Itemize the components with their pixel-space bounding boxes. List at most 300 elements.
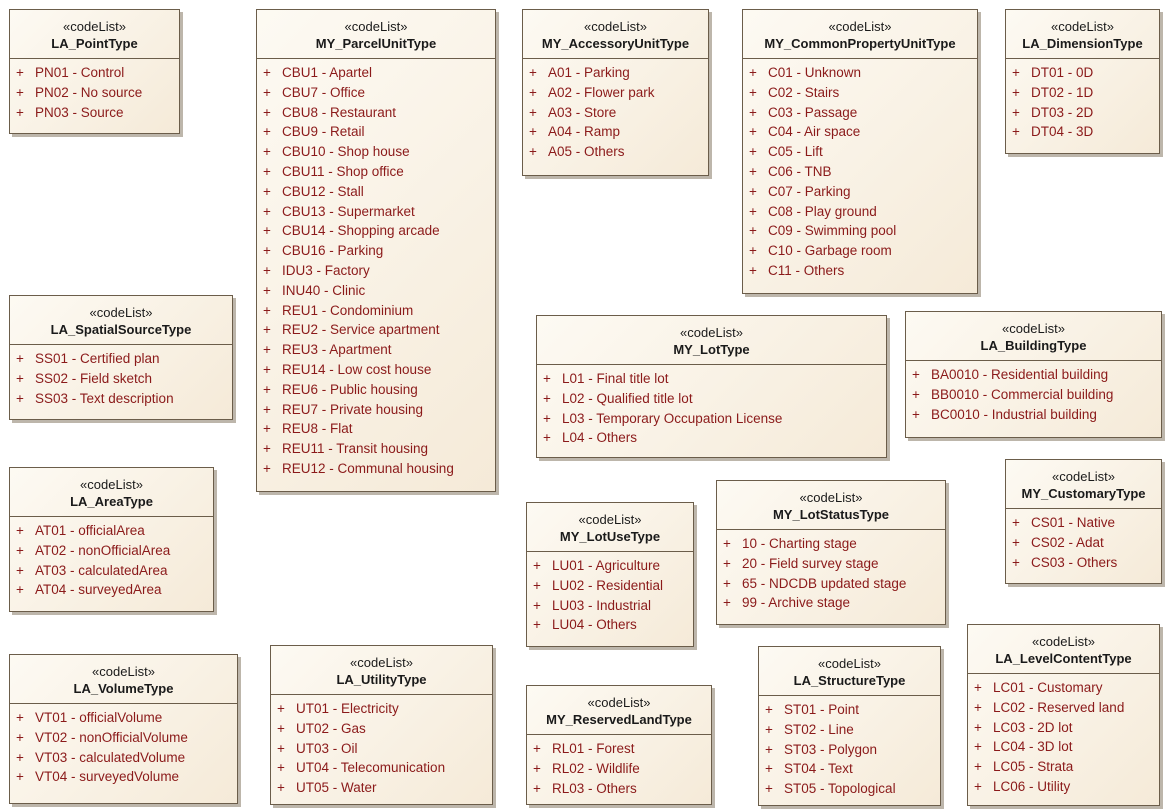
enum-literal-text: UT03 - Oil [296, 740, 358, 756]
public-visibility-icon: + [16, 769, 24, 785]
public-visibility-icon: + [263, 124, 271, 140]
stereotype-label: «codeList» [63, 19, 126, 34]
stereotype-label: «codeList» [344, 19, 408, 34]
attribute-compartment [257, 59, 495, 483]
public-visibility-icon: + [263, 342, 271, 358]
enum-literal [527, 739, 711, 759]
enum-literal-text: REU3 - Apartment [282, 342, 392, 358]
enum-literal [10, 63, 179, 83]
public-visibility-icon: + [263, 144, 271, 160]
enum-literal-text: REU6 - Public housing [282, 381, 418, 397]
enum-literal [527, 615, 693, 635]
enum-literal [1006, 122, 1159, 142]
my-parcel-unit-type-class[interactable] [256, 9, 496, 492]
attribute-compartment [968, 674, 1159, 801]
enum-literal-text: 65 - NDCDB updated stage [742, 575, 907, 591]
enum-literal-text: PN02 - No source [35, 84, 143, 100]
enum-literal-text: UT04 - Telecomunication [296, 760, 446, 776]
enum-literal [1006, 83, 1159, 103]
enum-literal-text: BB0010 - Commercial building [931, 386, 1114, 402]
public-visibility-icon: + [263, 282, 271, 298]
public-visibility-icon: + [543, 371, 551, 386]
la-building-type-class[interactable] [905, 311, 1162, 438]
public-visibility-icon: + [263, 104, 271, 120]
enum-literal [257, 301, 495, 321]
attribute-compartment [906, 361, 1161, 428]
class-name: MY_CommonPropertyUnitType [764, 36, 956, 51]
enum-literal-text: A02 - Flower park [548, 84, 655, 100]
class-header [906, 312, 1161, 361]
enum-literal-text: CBU16 - Parking [282, 243, 384, 259]
my-customary-type-class[interactable] [1005, 459, 1162, 584]
enum-literal-text: L02 - Qualified title lot [562, 390, 693, 406]
enum-literal-text: RL02 - Wildlife [552, 760, 640, 776]
public-visibility-icon: + [263, 262, 271, 278]
class-name: MY_CustomaryType [1021, 486, 1146, 501]
stereotype-label: «codeList» [1052, 469, 1115, 484]
public-visibility-icon: + [16, 65, 24, 80]
public-visibility-icon: + [974, 719, 982, 735]
enum-literal [1006, 553, 1161, 573]
enum-literal-text: A04 - Ramp [548, 124, 621, 140]
enum-literal-text: A03 - Store [548, 104, 617, 120]
public-visibility-icon: + [533, 780, 541, 796]
enum-literal [759, 759, 940, 779]
enum-literal [257, 162, 495, 182]
enum-literal-text: UT01 - Electricity [296, 701, 399, 716]
class-header [10, 10, 179, 59]
class-name: MY_AccessoryUnitType [541, 36, 690, 51]
stereotype-label: «codeList» [587, 695, 651, 710]
class-header [968, 625, 1159, 674]
enum-literal-text: AT02 - nonOfficialArea [35, 542, 171, 558]
enum-literal-text: C02 - Stairs [768, 84, 840, 100]
enum-literal [271, 719, 492, 739]
public-visibility-icon: + [16, 542, 24, 558]
attribute-compartment [743, 59, 977, 285]
stereotype-label: «codeList» [89, 305, 153, 320]
public-visibility-icon: + [529, 124, 537, 140]
enum-literal-text: C01 - Unknown [768, 65, 862, 80]
enum-literal [527, 759, 711, 779]
public-visibility-icon: + [543, 410, 551, 426]
enum-literal [257, 261, 495, 281]
stereotype-label: «codeList» [350, 655, 413, 670]
enum-literal-text: DT01 - 0D [1031, 65, 1094, 80]
enum-literal-text: IDU3 - Factory [282, 262, 370, 278]
public-visibility-icon: + [263, 421, 271, 437]
enum-literal [257, 221, 495, 241]
stereotype-label: «codeList» [818, 656, 881, 671]
enum-literal [743, 241, 977, 261]
public-visibility-icon: + [16, 582, 24, 598]
enum-literal [257, 103, 495, 123]
class-header [1006, 460, 1161, 509]
enum-literal-text: 20 - Field survey stage [742, 555, 879, 571]
enum-literal [537, 389, 886, 409]
enum-literal [257, 122, 495, 142]
public-visibility-icon: + [543, 390, 551, 406]
class-name: LA_AreaType [70, 494, 153, 509]
public-visibility-icon: + [533, 577, 541, 593]
stereotype-label: «codeList» [828, 19, 892, 34]
public-visibility-icon: + [16, 84, 24, 100]
public-visibility-icon: + [277, 720, 285, 736]
enum-literal [1006, 103, 1159, 123]
class-header [10, 296, 232, 345]
public-visibility-icon: + [723, 536, 731, 551]
enum-literal-text: CBU9 - Retail [282, 124, 365, 140]
public-visibility-icon: + [974, 739, 982, 755]
my-accessory-unit-type-class[interactable] [522, 9, 709, 176]
enum-literal [257, 281, 495, 301]
enum-literal [968, 777, 1159, 797]
public-visibility-icon: + [749, 203, 757, 219]
enum-literal-text: C08 - Play ground [768, 203, 877, 219]
enum-literal-text: LC05 - Strata [993, 759, 1074, 775]
public-visibility-icon: + [765, 781, 773, 797]
enum-literal [759, 720, 940, 740]
enum-literal-text: ST02 - Line [784, 721, 854, 737]
public-visibility-icon: + [1012, 104, 1020, 120]
public-visibility-icon: + [543, 430, 551, 446]
enum-literal [743, 182, 977, 202]
enum-literal [271, 778, 492, 798]
enum-literal-text: REU8 - Flat [282, 421, 353, 437]
public-visibility-icon: + [16, 710, 24, 725]
public-visibility-icon: + [974, 759, 982, 775]
enum-literal [10, 83, 179, 103]
attribute-compartment [10, 345, 232, 412]
public-visibility-icon: + [263, 322, 271, 338]
stereotype-label: «codeList» [578, 512, 642, 527]
enum-literal [257, 340, 495, 360]
enum-literal-text: C10 - Garbage room [768, 243, 892, 259]
class-name: LA_PointType [51, 36, 138, 51]
enum-literal-text: LU01 - Agriculture [552, 558, 661, 573]
stereotype-label: «codeList» [1032, 634, 1095, 649]
public-visibility-icon: + [533, 597, 541, 613]
my-lot-type-class[interactable] [536, 315, 887, 458]
public-visibility-icon: + [723, 555, 731, 571]
public-visibility-icon: + [533, 741, 541, 756]
la-spatial-source-type-class[interactable] [9, 295, 233, 420]
public-visibility-icon: + [277, 740, 285, 756]
enum-literal-text: PN01 - Control [35, 65, 125, 80]
my-common-property-unit-type-class[interactable] [742, 9, 978, 294]
class-name: MY_ReservedLandType [546, 712, 692, 727]
enum-literal-text: C03 - Passage [768, 104, 858, 120]
public-visibility-icon: + [749, 223, 757, 239]
class-header [257, 10, 495, 59]
enum-literal-text: 10 - Charting stage [742, 536, 857, 551]
enum-literal-text: CS02 - Adat [1031, 534, 1104, 550]
enum-literal-text: ST03 - Polygon [784, 741, 878, 757]
enum-literal [759, 740, 940, 760]
public-visibility-icon: + [974, 699, 982, 715]
attribute-compartment [1006, 59, 1159, 146]
enum-literal [10, 389, 232, 409]
public-visibility-icon: + [16, 351, 24, 366]
enum-literal-text: L04 - Others [562, 430, 638, 446]
enum-literal-text: CS03 - Others [1031, 554, 1118, 570]
public-visibility-icon: + [529, 104, 537, 120]
attribute-compartment [10, 59, 179, 126]
public-visibility-icon: + [263, 381, 271, 397]
la-utility-type-class[interactable] [270, 645, 493, 805]
enum-literal-text: DT03 - 2D [1031, 104, 1094, 120]
enum-literal-text: VT04 - surveyedVolume [35, 769, 180, 785]
class-name: MY_ParcelUnitType [315, 36, 437, 51]
enum-literal [257, 360, 495, 380]
class-header [10, 655, 237, 704]
public-visibility-icon: + [723, 595, 731, 611]
public-visibility-icon: + [749, 65, 757, 80]
enum-literal-text: LC04 - 3D lot [993, 739, 1073, 755]
enum-literal-text: RL01 - Forest [552, 741, 635, 756]
public-visibility-icon: + [263, 302, 271, 318]
public-visibility-icon: + [974, 778, 982, 794]
class-name: LA_UtilityType [336, 672, 427, 687]
enum-literal [906, 405, 1161, 425]
enum-literal-text: CBU13 - Supermarket [282, 203, 415, 219]
enum-literal [968, 698, 1159, 718]
stereotype-label: «codeList» [92, 664, 155, 679]
public-visibility-icon: + [974, 680, 982, 695]
enum-literal-text: LC02 - Reserved land [993, 699, 1125, 715]
la-structure-type-class[interactable] [758, 646, 941, 806]
class-name: MY_LotStatusType [772, 507, 890, 522]
public-visibility-icon: + [749, 144, 757, 160]
enum-literal [257, 459, 495, 479]
enum-literal-text: CS01 - Native [1031, 515, 1116, 530]
public-visibility-icon: + [723, 575, 731, 591]
class-name: MY_LotType [673, 342, 750, 357]
public-visibility-icon: + [16, 370, 24, 386]
attribute-compartment [10, 517, 213, 604]
class-name: LA_VolumeType [73, 681, 174, 696]
stereotype-label: «codeList» [80, 477, 143, 492]
enum-literal [10, 767, 237, 787]
attribute-compartment [527, 735, 711, 802]
enum-literal-text: C05 - Lift [768, 144, 823, 160]
enum-literal [759, 779, 940, 799]
stereotype-label: «codeList» [1002, 321, 1065, 336]
enum-literal [10, 748, 237, 768]
enum-literal [717, 534, 945, 554]
enum-literal-text: BC0010 - Industrial building [931, 406, 1097, 422]
enum-literal [537, 428, 886, 448]
stereotype-label: «codeList» [799, 490, 863, 505]
class-header [537, 316, 886, 365]
public-visibility-icon: + [1012, 84, 1020, 100]
public-visibility-icon: + [765, 721, 773, 737]
enum-literal-text: CBU10 - Shop house [282, 144, 410, 160]
enum-literal [527, 779, 711, 799]
attribute-compartment [759, 696, 940, 803]
public-visibility-icon: + [749, 183, 757, 199]
enum-literal-text: VT03 - calculatedVolume [35, 749, 186, 765]
enum-literal [271, 739, 492, 759]
enum-literal-text: CBU12 - Stall [282, 183, 364, 199]
public-visibility-icon: + [16, 562, 24, 578]
my-lot-use-type-class[interactable] [526, 502, 694, 647]
public-visibility-icon: + [263, 361, 271, 377]
enum-literal-text: UT02 - Gas [296, 720, 366, 736]
public-visibility-icon: + [16, 104, 24, 120]
enum-literal-text: LC03 - 2D lot [993, 719, 1073, 735]
my-reserved-land-type-class[interactable] [526, 685, 712, 805]
enum-literal-text: UT05 - Water [296, 780, 377, 796]
enum-literal-text: A01 - Parking [548, 65, 630, 80]
enum-literal [10, 521, 213, 541]
enum-literal-text: CBU14 - Shopping arcade [282, 223, 440, 239]
la-volume-type-class[interactable] [9, 654, 238, 804]
public-visibility-icon: + [1012, 124, 1020, 140]
public-visibility-icon: + [16, 749, 24, 765]
enum-literal [527, 576, 693, 596]
class-header [527, 503, 693, 552]
class-name: LA_SpatialSourceType [50, 322, 192, 337]
public-visibility-icon: + [749, 84, 757, 100]
enum-literal-text: REU7 - Private housing [282, 401, 424, 417]
public-visibility-icon: + [533, 558, 541, 573]
enum-literal [743, 221, 977, 241]
class-header [759, 647, 940, 696]
enum-literal-text: VT02 - nonOfficialVolume [35, 729, 188, 745]
public-visibility-icon: + [749, 262, 757, 278]
enum-literal-text: ST05 - Topological [784, 781, 896, 797]
enum-literal [10, 541, 213, 561]
la-area-type-class[interactable] [9, 467, 214, 612]
enum-literal [523, 83, 708, 103]
enum-literal [906, 365, 1161, 385]
enum-literal-text: CBU8 - Restaurant [282, 104, 397, 120]
class-header [10, 468, 213, 517]
public-visibility-icon: + [765, 761, 773, 777]
attribute-compartment [527, 552, 693, 639]
class-header [527, 686, 711, 735]
enum-literal [257, 63, 495, 83]
enum-literal [743, 142, 977, 162]
enum-literal [257, 83, 495, 103]
attribute-compartment [1006, 509, 1161, 576]
enum-literal [968, 718, 1159, 738]
enum-literal [257, 320, 495, 340]
my-lot-status-type-class[interactable] [716, 480, 946, 625]
class-header [271, 646, 492, 695]
enum-literal [257, 142, 495, 162]
enum-literal [257, 380, 495, 400]
enum-literal [10, 103, 179, 123]
attribute-compartment [271, 695, 492, 802]
enum-literal [10, 369, 232, 389]
enum-literal-text: C11 - Others [768, 262, 845, 278]
enum-literal-text: L01 - Final title lot [562, 371, 669, 386]
attribute-compartment [537, 365, 886, 452]
enum-literal [10, 349, 232, 369]
class-header [1006, 10, 1159, 59]
enum-literal-text: RL03 - Others [552, 780, 637, 796]
enum-literal [523, 103, 708, 123]
enum-literal [743, 103, 977, 123]
public-visibility-icon: + [1012, 554, 1020, 570]
enum-literal-text: CBU1 - Apartel [282, 65, 373, 80]
enum-literal-text: C09 - Swimming pool [768, 223, 897, 239]
enum-literal [743, 261, 977, 281]
enum-literal-text: ST04 - Text [784, 761, 853, 777]
enum-literal [743, 63, 977, 83]
public-visibility-icon: + [765, 702, 773, 717]
enum-literal [10, 708, 237, 728]
class-name: LA_BuildingType [980, 338, 1087, 353]
public-visibility-icon: + [912, 386, 920, 402]
enum-literal [743, 162, 977, 182]
public-visibility-icon: + [529, 144, 537, 160]
enum-literal [257, 400, 495, 420]
enum-literal [743, 122, 977, 142]
public-visibility-icon: + [529, 65, 537, 80]
enum-literal [968, 678, 1159, 698]
enum-literal [759, 700, 940, 720]
enum-literal-text: C07 - Parking [768, 183, 851, 199]
enum-literal [743, 202, 977, 222]
enum-literal-text: CBU11 - Shop office [282, 163, 404, 179]
enum-literal-text: AT04 - surveyedArea [35, 582, 162, 598]
enum-literal-text: DT02 - 1D [1031, 84, 1094, 100]
enum-literal-text: 99 - Archive stage [742, 595, 851, 611]
enum-literal-text: A05 - Others [548, 144, 625, 160]
enum-literal [717, 593, 945, 613]
public-visibility-icon: + [263, 441, 271, 457]
enum-literal [743, 83, 977, 103]
stereotype-label: «codeList» [1051, 19, 1114, 34]
public-visibility-icon: + [277, 701, 285, 716]
enum-literal [523, 142, 708, 162]
enum-literal-text: LU04 - Others [552, 617, 637, 633]
public-visibility-icon: + [533, 760, 541, 776]
la-level-content-type-class[interactable] [967, 624, 1160, 806]
class-header [743, 10, 977, 59]
enum-literal [537, 369, 886, 389]
enum-literal-text: REU2 - Service apartment [282, 322, 440, 338]
enum-literal-text: C04 - Air space [768, 124, 861, 140]
enum-literal-text: L03 - Temporary Occupation License [562, 410, 783, 426]
enum-literal-text: CBU7 - Office [282, 84, 366, 100]
public-visibility-icon: + [263, 243, 271, 259]
public-visibility-icon: + [912, 367, 920, 382]
enum-literal [717, 574, 945, 594]
public-visibility-icon: + [765, 741, 773, 757]
public-visibility-icon: + [263, 203, 271, 219]
public-visibility-icon: + [277, 780, 285, 796]
la-point-type-class[interactable] [9, 9, 180, 134]
enum-literal-text: LC01 - Customary [993, 680, 1103, 695]
enum-literal-text: LC06 - Utility [993, 778, 1071, 794]
public-visibility-icon: + [263, 84, 271, 100]
enum-literal-text: SS01 - Certified plan [35, 351, 160, 366]
enum-literal [1006, 513, 1161, 533]
class-header [717, 481, 945, 530]
enum-literal [527, 596, 693, 616]
enum-literal-text: C06 - TNB [768, 163, 832, 179]
public-visibility-icon: + [263, 401, 271, 417]
enum-literal-text: DT04 - 3D [1031, 124, 1094, 140]
enum-literal [968, 737, 1159, 757]
enum-literal-text: BA0010 - Residential building [931, 367, 1109, 382]
la-dimension-type-class[interactable] [1005, 9, 1160, 154]
enum-literal-text: LU02 - Residential [552, 577, 664, 593]
